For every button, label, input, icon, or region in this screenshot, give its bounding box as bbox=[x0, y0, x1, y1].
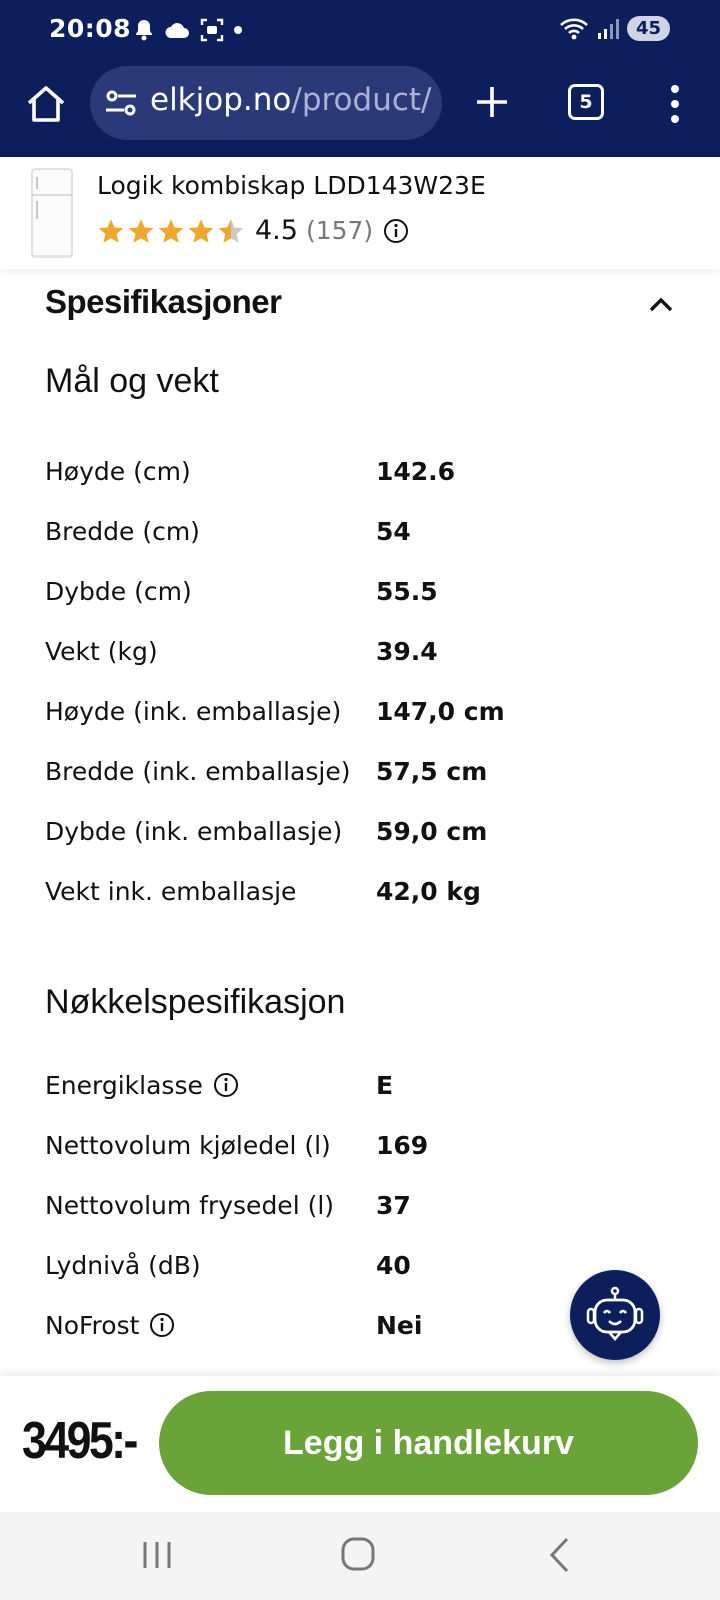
spec-label: Nettovolum frysedel (l) bbox=[45, 1190, 335, 1220]
specs-title: Spesifikasjoner bbox=[45, 283, 282, 320]
back-icon[interactable] bbox=[548, 1536, 570, 1574]
spec-label: Bredde (cm) bbox=[45, 516, 200, 546]
specs-section-header[interactable] bbox=[45, 283, 675, 333]
spec-value: 147,0 cm bbox=[376, 696, 505, 726]
rating-stars bbox=[97, 217, 245, 245]
spec-row bbox=[45, 1115, 675, 1175]
star-icon bbox=[127, 217, 155, 245]
spec-label: Høyde (ink. emballasje) bbox=[45, 696, 342, 726]
spec-label: Høyde (cm) bbox=[45, 456, 191, 486]
status-bar bbox=[0, 0, 720, 62]
spec-label: Lydnivå (dB) bbox=[45, 1250, 201, 1280]
wifi-icon bbox=[559, 17, 589, 41]
spec-label-text: NoFrost bbox=[45, 1310, 140, 1340]
spec-value: 40 bbox=[376, 1250, 411, 1280]
new-tab-icon[interactable] bbox=[474, 84, 510, 120]
url-domain: elkjop.no bbox=[150, 82, 292, 118]
status-notifications bbox=[134, 18, 242, 42]
chevron-up-icon[interactable] bbox=[647, 291, 675, 319]
product-name: Logik kombiskap LDD143W23E bbox=[97, 171, 486, 200]
spec-value: 37 bbox=[376, 1190, 411, 1220]
url-text[interactable] bbox=[150, 82, 432, 118]
bell-icon bbox=[134, 19, 154, 41]
spec-row bbox=[45, 501, 675, 561]
spec-value: Nei bbox=[376, 1310, 423, 1340]
chat-assistant-button[interactable] bbox=[570, 1270, 660, 1360]
purchase-bar bbox=[0, 1376, 720, 1512]
spec-row bbox=[45, 681, 675, 741]
spec-value: 55.5 bbox=[376, 576, 438, 606]
spec-value: 57,5 cm bbox=[376, 756, 488, 786]
home-nav-icon[interactable] bbox=[340, 1536, 376, 1572]
spec-row bbox=[45, 621, 675, 681]
home-icon[interactable] bbox=[24, 82, 68, 126]
spec-value: 54 bbox=[376, 516, 411, 546]
spec-label: Vekt ink. emballasje bbox=[45, 876, 297, 906]
browser-toolbar bbox=[0, 66, 720, 142]
add-to-cart-button[interactable]: Legg i handlekurv bbox=[159, 1391, 698, 1495]
product-thumbnail[interactable] bbox=[28, 167, 76, 259]
spec-value: 39.4 bbox=[376, 636, 438, 666]
status-time: 20:08 bbox=[49, 14, 132, 43]
url-path: /product/ bbox=[291, 82, 432, 118]
spec-row bbox=[45, 801, 675, 861]
site-settings-icon[interactable] bbox=[104, 88, 138, 118]
star-icon bbox=[157, 217, 185, 245]
spec-value: 42,0 kg bbox=[376, 876, 481, 906]
spec-row bbox=[45, 1055, 675, 1115]
tab-switcher-button[interactable]: 5 bbox=[568, 84, 604, 120]
info-icon[interactable] bbox=[213, 1072, 239, 1098]
rating-count: (157) bbox=[305, 216, 374, 245]
signal-icon bbox=[597, 18, 619, 40]
spec-label: Dybde (ink. emballasje) bbox=[45, 816, 343, 846]
product-header bbox=[0, 157, 720, 269]
system-nav-bar bbox=[0, 1512, 720, 1600]
spec-value: 169 bbox=[376, 1130, 429, 1160]
spec-label: Dybde (cm) bbox=[45, 576, 192, 606]
info-icon[interactable] bbox=[149, 1312, 175, 1338]
spec-label bbox=[45, 1071, 376, 1100]
rating-value: 4.5 bbox=[255, 215, 298, 246]
star-icon bbox=[97, 217, 125, 245]
spec-label bbox=[45, 1311, 376, 1340]
spec-label: Vekt (kg) bbox=[45, 636, 158, 666]
spec-label: Nettovolum kjøledel (l) bbox=[45, 1130, 331, 1160]
spec-value: 59,0 cm bbox=[376, 816, 488, 846]
star-icon bbox=[187, 217, 215, 245]
spec-row bbox=[45, 1175, 675, 1235]
spec-group-title: Mål og vekt bbox=[45, 362, 219, 400]
battery-indicator: 45 bbox=[627, 16, 670, 41]
spec-row bbox=[45, 441, 675, 501]
address-bar[interactable] bbox=[90, 66, 442, 140]
spec-row bbox=[45, 741, 675, 801]
spec-list-dimensions bbox=[45, 441, 675, 921]
info-icon[interactable] bbox=[383, 218, 409, 244]
notification-dot bbox=[234, 26, 242, 34]
product-price: 3495:- bbox=[22, 1412, 136, 1470]
robot-icon bbox=[583, 1283, 647, 1347]
spec-group-title: Nøkkelspesifikasjon bbox=[45, 983, 346, 1021]
spec-label-text: Energiklasse bbox=[45, 1070, 203, 1100]
status-system bbox=[559, 16, 670, 41]
half-star-icon bbox=[217, 217, 245, 245]
screenshot-icon bbox=[200, 18, 224, 42]
cloud-icon bbox=[164, 21, 190, 39]
recent-apps-icon[interactable] bbox=[140, 1538, 174, 1572]
spec-row bbox=[45, 561, 675, 621]
product-rating[interactable] bbox=[97, 215, 409, 246]
spec-label: Bredde (ink. emballasje) bbox=[45, 756, 351, 786]
more-menu-icon[interactable] bbox=[660, 82, 690, 126]
browser-chrome bbox=[0, 0, 720, 157]
spec-value: E bbox=[376, 1070, 394, 1100]
spec-row bbox=[45, 861, 675, 921]
spec-value: 142.6 bbox=[376, 456, 456, 486]
